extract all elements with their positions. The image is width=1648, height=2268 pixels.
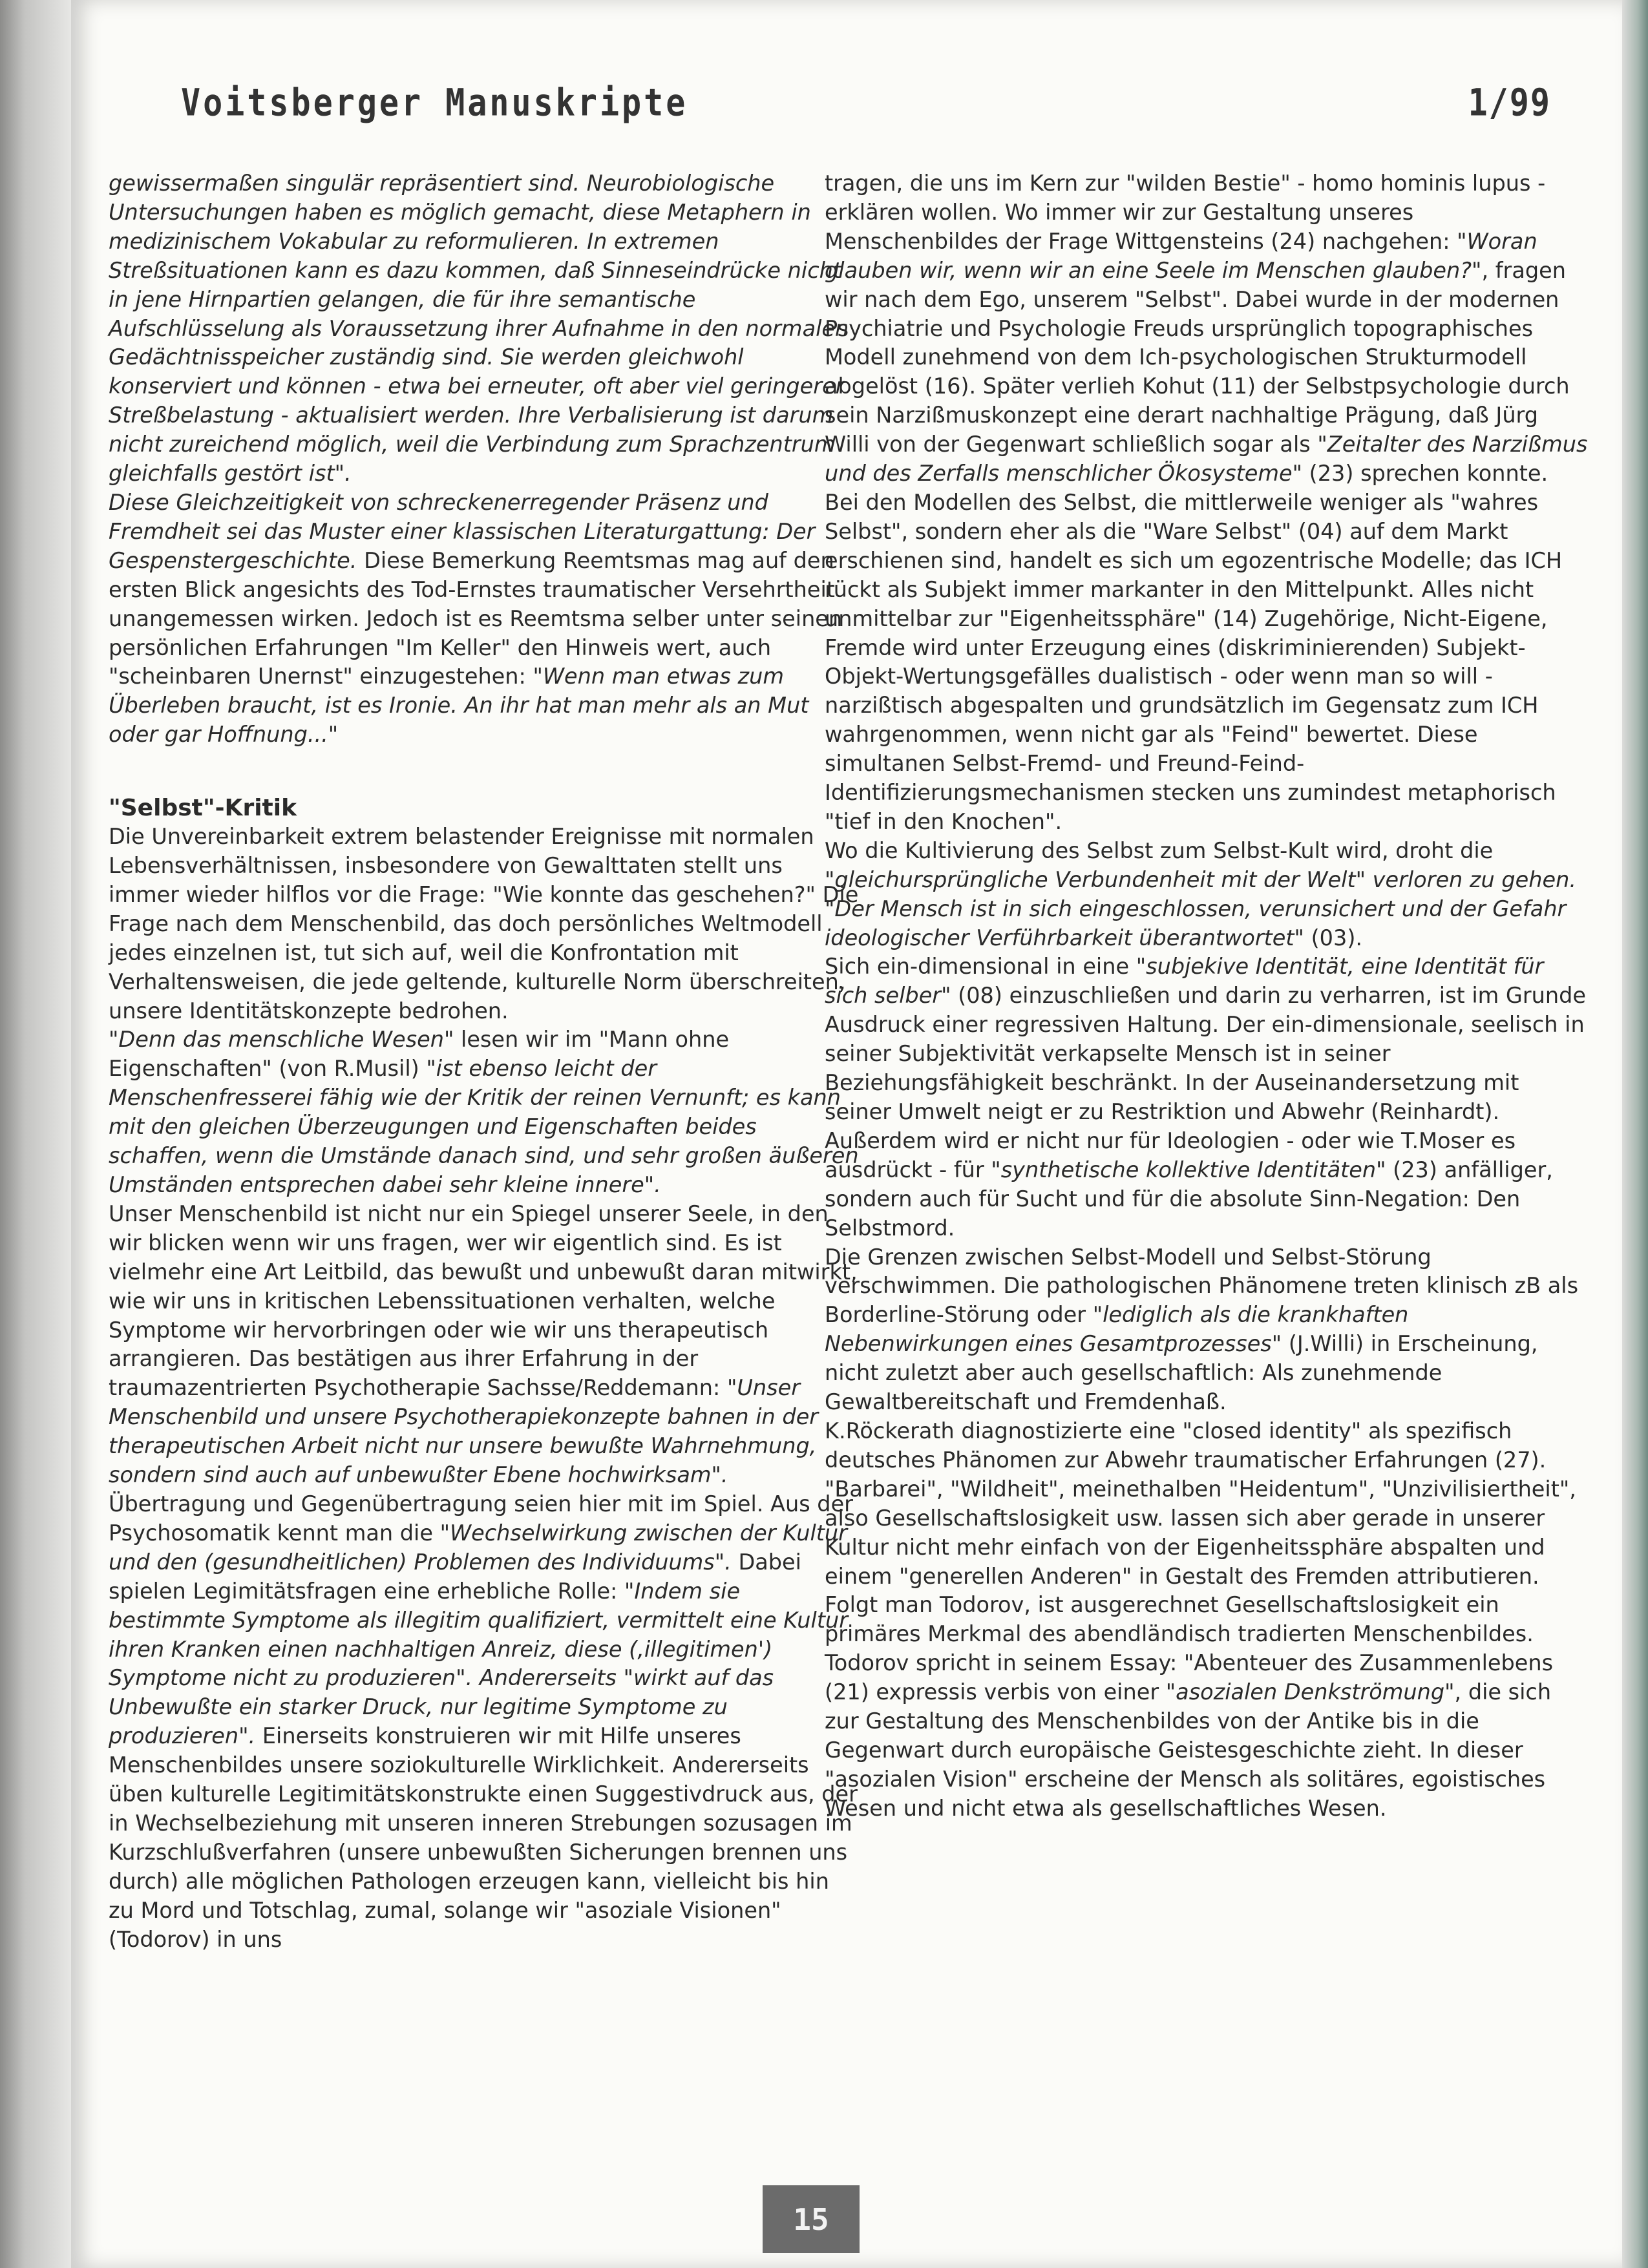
paragraph: Diese Gleichzeitigkeit von schreckenerregender Präsenz und Fremdheit sei das Muster einer klassischen Literaturgattung: Der Gespenstergeschichte. Diese Bemerkung Reemtsmas mag auf den ersten Blick angesichts des Tod-Ernstes traumatischer Versehrtheit unangemessen wirken. Jedoch ist es Reemtsma selber unter seinen persönlichen Erfahrungen "Im Keller" den Hinweis wert, auch "scheinbaren Unernst" einzugestehen: "Wenn man etwas zum Überleben braucht, ist es Ironie. An ihr hat man mehr als an Mut oder gar Hoffnung..." bbox=[109, 489, 843, 748]
journal-title: Voitsberger Manuskripte bbox=[181, 81, 688, 125]
spacer bbox=[109, 750, 860, 793]
scan-right-strip bbox=[1622, 0, 1648, 2268]
issue-number: 1/99 bbox=[1468, 81, 1551, 125]
left-column bbox=[109, 169, 860, 1954]
scan-shadow-edge bbox=[0, 0, 71, 2268]
right-column bbox=[825, 169, 1589, 1823]
paragraph: Unser Menschenbild ist nicht nur ein Spiegel unserer Seele, in den wir blicken wenn wir uns fragen, wer wir eigentlich sind. Es ist vielmehr eine Art Leitbild, das bewußt und unbewußt daran mitwirkt, wie wir uns in kritischen Lebenssituationen verhalten, welche Symptome wir hervorbringen oder wie wir uns therapeutisch arrangieren. Das bestätigen aus ihrer Erfahrung in der traumazentrierten Psychotherapie Sachsse/Reddemann: "Unser Menschenbild und unsere Psychotherapiekonzepte bahnen in der therapeutischen Arbeit nicht nur unsere bewußte Wahrnehmung, sondern sind auch auf unbewußter Ebene hochwirksam". Übertragung und Gegenübertragung seien hier mit im Spiel. Aus der Psychosomatik kennt man die "Wechselwirkung zwischen der Kultur und den (gesundheitlichen) Problemen des Individuums". Dabei spielen Legimitätsfragen eine erhebliche Rolle: "Indem sie bestimmte Symptome als illegitim qualifiziert, vermittelt eine Kultur ihren Kranken einen nachhaltigen Anreiz, diese (,illegitimen') Symptome nicht zu produzieren". Andererseits "wirkt auf das Unbewußte ein starker Druck, nur legitime Symptome zu produzieren". Einerseits konstruieren wir mit Hilfe unseres Menschenbildes unsere soziokulturelle Wirklichkeit. Andererseits üben kulturelle Legitimitätskonstrukte einen Suggestivdruck aus, der in Wechselbeziehung mit unseren inneren Strebungen sozusagen im Kurzschlußverfahren (unsere unbewußten Sicherungen brennen uns durch) alle möglichen Pathologen erzeugen kann, vielleicht bis hin zu Mord und Totschlag, zumal, solange wir "asoziale Visionen" (Todorov) in uns bbox=[109, 1201, 858, 1952]
paragraph: Wo die Kultivierung des Selbst zum Selbst-Kult wird, droht die "gleichursprüngliche Verbundenheit mit der Welt" verloren zu gehen. "Der Mensch ist in sich eingeschlossen, verunsichert und der Gefahr ideologischer Verführbarkeit überantwortet" (03). bbox=[825, 837, 1576, 950]
paragraph: Todorov spricht in seinem Essay: "Abenteuer des Zusammenlebens (21) expressis verbis von einer "asozialen Denkströmung", die sich zur Gestaltung des Menschenbildes von der Antike bis in die Gegenwart durch europäische Geistesgeschichte zieht. In dieser "asozialen Vision" erscheine der Mensch als solitäres, egoistisches Wesen und nicht etwa als gesellschaftliches Wesen. bbox=[825, 1650, 1554, 1821]
paragraph: gewissermaßen singulär repräsentiert sind. Neurobiologische Untersuchungen haben es möglich gemacht, diese Metaphern in medizinischem Vokabular zu reformulieren. In extremen Streßsituationen kann es dazu kommen, daß Sinneseindrücke nicht in jene Hirnpartien gelangen, die für ihre semantische Aufschlüsselung als Voraussetzung ihrer Aufnahme in den normalen Gedächtnisspeicher zuständig sind. Sie werden gleichwohl konserviert und können - etwa bei erneuter, oft aber viel geringerer Streßbelastung - aktualisiert werden. Ihre Verbalisierung ist darum nicht zureichend möglich, weil die Verbindung zum Sprachzentrum gleichfalls gestört ist". bbox=[109, 171, 849, 487]
paragraph: "Denn das menschliche Wesen" lesen wir im "Mann ohne Eigenschaften" (von R.Musil) "ist ebenso leicht der Menschenfresserei fähig wie der Kritik der reinen Vernunft; es kann mit den gleichen Überzeugungen und Eigenschaften beides schaffen, wenn die Umstände danach sind, und sehr großen äußeren Umständen entsprechen dabei sehr kleine innere". bbox=[109, 1027, 859, 1197]
paragraph: Die Unvereinbarkeit extrem belastender Ereignisse mit normalen Lebensverhältnissen, insbesondere von Gewalttaten stellt uns immer wieder hilflos vor die Frage: "Wie konnte das geschehen?" Die Frage nach dem Menschenbild, das doch persönliches Weltmodell jedes einzelnen ist, tut sich auf, weil die Konfrontation mit Verhaltensweisen, die jede geltende, kulturelle Norm überschreiten, unsere Identitätskonzepte bedrohen. bbox=[109, 824, 859, 1024]
paragraph: K.Röckerath diagnostizierte eine "closed identity" als spezifisch deutsches Phänomen zur Abwehr traumatischer Erfahrungen (27). "Barbarei", "Wildheit", meinethalben "Heidentum", "Unzivilisiertheit", also Gesellschaftslosigkeit usw. lassen sich aber gerade in unserer Kultur nicht mehr einfach von der Eigenheitssphäre abspalten und einem "generellen Anderen" in Gestalt des Fremden attributieren. Folgt man Todorov, ist ausgerechnet Gesellschaftslosigkeit ein primäres Merkmal des abendländisch tradierten Menschenbildes. bbox=[825, 1418, 1576, 1647]
page-number: 15 bbox=[763, 2185, 860, 2253]
paragraph: tragen, die uns im Kern zur "wilden Bestie" - homo hominis lupus - erklären wollen. Wo immer wir zur Gestaltung unseres Menschenbildes der Frage Wittgensteins (24) nachgehen: "Woran glauben wir, wenn wir an eine Seele im Menschen glauben?", fragen wir nach dem Ego, unserem "Selbst". Dabei wurde in der modernen Psychiatrie und Psychologie Freuds ursprünglich topographisches Modell zunehmend von dem Ich-psychologischen Strukturmodell abgelöst (16). Später verlieh Kohut (11) der Selbstpsychologie durch sein Narzißmuskonzept eine derart nachhaltige Prägung, daß Jürg Willi von der Gegenwart schließlich sogar als "Zeitalter des Narzißmus und des Zerfalls menschlicher Ökosysteme" (23) sprechen konnte. Bei den Modellen des Selbst, die mittlerweile weniger als "wahres Selbst", sondern eher als die "Ware Selbst" (04) auf dem Markt erschienen sind, handelt es sich um egozentrische Modelle; das ICH rückt als Subjekt immer markanter in den Mittelpunkt. Alles nicht unmittelbar zur "Eigenheitssphäre" (14) Zugehörige, Nicht-Eigene, Fremde wird unter Erzeugung eines (diskriminierenden) Subjekt-Objekt-Wertungsgefälles dualistisch - oder wenn man so will - narzißtisch abgespalten und grundsätzlich im Gegensatz zum ICH wahrgenommen, wenn nicht gar als "Feind" bewertet. Diese simultanen Selbst-Fremd- und Freund-Feind-Identifizierungsmechanismen stecken uns zumindest metaphorisch "tief in den Knochen". bbox=[825, 171, 1588, 834]
section-heading: "Selbst"-Kritik bbox=[109, 795, 297, 822]
paragraph: Sich ein-dimensional in eine "subjekive Identität, eine Identität für sich selber" (08) einzuschließen und darin zu verharren, ist im Grunde Ausdruck einer regressiven Haltung. Der ein-dimensionale, seelisch in seiner Subjektivität verkapselte Mensch ist in seiner Beziehungsfähigkeit beschränkt. In der Auseinandersetzung mit seiner Umwelt neigt er zu Restriktion und Abwehr (Reinhardt). Außerdem wird er nicht nur für Ideologien - oder wie T.Moser es ausdrückt - für "synthetische kollektive Identitäten" (23) anfälliger, sondern auch für Sucht und für die absolute Sinn-Negation: Den Selbstmord. bbox=[825, 954, 1586, 1241]
paragraph: Die Grenzen zwischen Selbst-Modell und Selbst-Störung verschwimmen. Die pathologischen Phänomene treten klinisch zB als Borderline-Störung oder "lediglich als die krankhaften Nebenwirkungen eines Gesamtprozesses" (J.Willi) in Erscheinung, nicht zuletzt aber auch gesellschaftlich: Als zunehmende Gewaltbereitschaft und Fremdenhaß. bbox=[825, 1244, 1579, 1415]
